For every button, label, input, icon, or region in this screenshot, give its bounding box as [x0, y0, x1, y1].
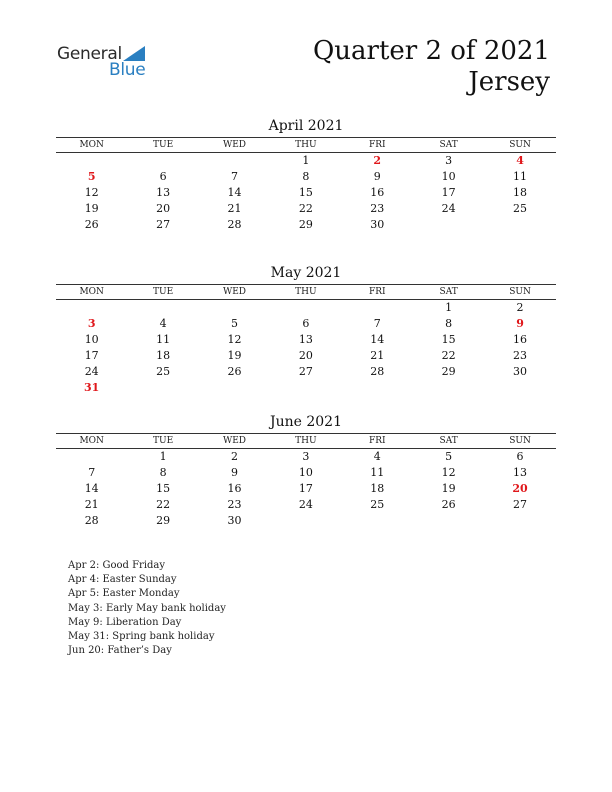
- day-cell: 13: [298, 333, 313, 346]
- month-title: May 2021: [270, 265, 342, 281]
- day-cell: 7: [373, 317, 381, 330]
- day-cell: 11: [156, 333, 171, 346]
- day-cell: 28: [84, 514, 99, 527]
- weekday-label: THU: [295, 140, 317, 150]
- weekday-label: THU: [295, 287, 317, 297]
- page-title: [313, 36, 550, 98]
- day-cell: 10: [298, 466, 313, 479]
- day-cell: [270, 300, 341, 316]
- day-cell: 30: [227, 514, 242, 527]
- weekday-label: TUE: [153, 287, 174, 297]
- weekday-header: [56, 137, 556, 153]
- weekday-label: MON: [79, 140, 104, 150]
- day-cell: [270, 513, 341, 529]
- day-cell: 22: [441, 349, 456, 362]
- day-cell: 24: [298, 498, 313, 511]
- holiday-day-cell: 4: [516, 154, 524, 167]
- day-cell: 16: [370, 186, 385, 199]
- week-row: [56, 481, 556, 497]
- day-cell: 13: [513, 466, 528, 479]
- day-cell: 11: [513, 170, 528, 183]
- month-may: [56, 264, 556, 396]
- day-cell: 19: [441, 482, 456, 495]
- day-cell: 2: [230, 450, 238, 463]
- day-cell: [199, 300, 270, 316]
- generalblue-logo: [57, 44, 157, 84]
- logo-text-blue: Blue: [109, 60, 146, 80]
- day-cell: 5: [445, 450, 453, 463]
- weekday-label: THU: [295, 436, 317, 446]
- holiday-day-cell: 31: [84, 381, 100, 394]
- day-cell: 7: [88, 466, 96, 479]
- day-cell: 4: [373, 450, 381, 463]
- day-cell: 3: [302, 450, 310, 463]
- day-cell: [342, 513, 413, 529]
- holiday-entry: Apr 5: Easter Monday: [68, 588, 180, 600]
- day-cell: 15: [441, 333, 456, 346]
- day-cell: 8: [302, 170, 310, 183]
- logo-triangle-icon: [123, 46, 145, 61]
- holiday-entry: May 9: Liberation Day: [68, 616, 182, 628]
- day-cell: 12: [441, 466, 456, 479]
- day-cell: [484, 380, 555, 396]
- day-cell: 23: [513, 349, 528, 362]
- day-cell: 19: [84, 202, 99, 215]
- day-cell: 18: [370, 482, 385, 495]
- weekday-label: SUN: [509, 287, 531, 297]
- weekday-label: WED: [222, 436, 246, 446]
- week-row: [56, 348, 556, 364]
- day-cell: 16: [513, 333, 528, 346]
- day-cell: 17: [84, 349, 99, 362]
- day-cell: 8: [445, 317, 453, 330]
- holiday-day-cell: 3: [87, 317, 96, 330]
- day-cell: 25: [370, 498, 385, 511]
- day-cell: [413, 217, 484, 233]
- day-cell: 17: [441, 186, 456, 199]
- day-cell: [484, 513, 555, 529]
- day-cell: 16: [227, 482, 242, 495]
- weekday-label: FRI: [368, 140, 386, 150]
- day-cell: 12: [227, 333, 242, 346]
- weekday-label: MON: [79, 287, 104, 297]
- week-row: [56, 364, 556, 380]
- day-cell: [270, 380, 341, 396]
- day-cell: 1: [302, 154, 310, 167]
- day-cell: 26: [227, 365, 242, 378]
- day-cell: [342, 380, 413, 396]
- day-cell: 30: [370, 218, 385, 231]
- day-cell: 7: [230, 170, 238, 183]
- weekday-label: SAT: [439, 287, 458, 297]
- day-cell: 4: [159, 317, 167, 330]
- month-title: June 2021: [269, 414, 342, 430]
- day-cell: 5: [230, 317, 238, 330]
- day-cell: 22: [156, 498, 171, 511]
- day-cell: [199, 380, 270, 396]
- day-cell: [127, 300, 198, 316]
- month-june: [56, 413, 556, 529]
- day-cell: 15: [298, 186, 313, 199]
- day-cell: 14: [370, 333, 385, 346]
- day-cell: 14: [84, 482, 99, 495]
- week-row: [56, 316, 556, 332]
- day-cell: 10: [441, 170, 456, 183]
- weekday-label: SAT: [439, 436, 458, 446]
- holiday-entry: May 31: Spring bank holiday: [68, 631, 215, 643]
- day-cell: 23: [227, 498, 242, 511]
- day-cell: 19: [227, 349, 242, 362]
- day-cell: 3: [445, 154, 453, 167]
- day-cell: 28: [370, 365, 385, 378]
- day-cell: 9: [230, 466, 238, 479]
- logo-text-general: General: [57, 44, 122, 64]
- day-cell: 27: [298, 365, 313, 378]
- week-row: [56, 153, 556, 169]
- holiday-day-cell: 20: [512, 482, 528, 495]
- day-cell: 27: [156, 218, 171, 231]
- weekday-label: FRI: [368, 287, 386, 297]
- quarter-title: Quarter 2 of 2021: [312, 36, 550, 66]
- holiday-list: [68, 559, 226, 658]
- day-cell: 26: [441, 498, 456, 511]
- day-cell: 22: [298, 202, 313, 215]
- week-row: [56, 185, 556, 201]
- day-cell: 21: [84, 498, 99, 511]
- weekday-label: SAT: [439, 140, 458, 150]
- holiday-day-cell: 5: [87, 170, 96, 183]
- day-cell: 29: [298, 218, 313, 231]
- day-cell: 20: [156, 202, 171, 215]
- day-cell: 15: [156, 482, 171, 495]
- day-cell: [127, 153, 198, 169]
- day-cell: [56, 449, 127, 465]
- day-cell: 6: [159, 170, 167, 183]
- week-row: [56, 465, 556, 481]
- day-cell: 17: [298, 482, 313, 495]
- day-cell: 6: [516, 450, 524, 463]
- day-cell: 25: [156, 365, 171, 378]
- holiday-entry: Jun 20: Father’s Day: [68, 645, 172, 657]
- day-cell: 30: [513, 365, 528, 378]
- week-row: [56, 217, 556, 233]
- week-row: [56, 380, 556, 396]
- day-cell: 8: [159, 466, 167, 479]
- day-cell: 14: [227, 186, 242, 199]
- day-cell: 20: [298, 349, 313, 362]
- day-cell: [484, 217, 555, 233]
- weekday-label: SUN: [509, 436, 531, 446]
- weekday-header: [56, 433, 556, 449]
- region-title: Jersey: [468, 67, 550, 97]
- day-cell: 9: [373, 170, 381, 183]
- weekday-label: TUE: [153, 436, 174, 446]
- day-cell: 1: [445, 301, 453, 314]
- week-row: [56, 497, 556, 513]
- month-title: April 2021: [268, 118, 344, 134]
- weekday-label: SUN: [509, 140, 531, 150]
- day-cell: 29: [156, 514, 171, 527]
- day-cell: 23: [370, 202, 385, 215]
- day-cell: [199, 153, 270, 169]
- day-cell: [127, 380, 198, 396]
- day-cell: [342, 300, 413, 316]
- weekday-header: [56, 284, 556, 300]
- day-cell: 25: [513, 202, 528, 215]
- day-cell: 1: [159, 450, 167, 463]
- week-row: [56, 332, 556, 348]
- day-cell: 24: [84, 365, 99, 378]
- day-cell: 28: [227, 218, 242, 231]
- day-cell: 13: [156, 186, 171, 199]
- day-cell: 18: [513, 186, 528, 199]
- day-cell: 26: [84, 218, 99, 231]
- day-cell: [56, 153, 127, 169]
- week-row: [56, 201, 556, 217]
- week-row: [56, 169, 556, 185]
- holiday-entry: Apr 4: Easter Sunday: [68, 574, 177, 586]
- day-cell: 18: [156, 349, 171, 362]
- day-cell: 2: [516, 301, 524, 314]
- holiday-entry: Apr 2: Good Friday: [68, 560, 166, 571]
- week-row: [56, 449, 556, 465]
- day-cell: 12: [84, 186, 99, 199]
- day-cell: 27: [513, 498, 528, 511]
- week-row: [56, 513, 556, 529]
- month-april: [56, 117, 556, 233]
- holiday-day-cell: 2: [373, 154, 382, 167]
- weekday-label: WED: [222, 287, 246, 297]
- day-cell: 10: [84, 333, 99, 346]
- day-cell: [413, 513, 484, 529]
- day-cell: [413, 380, 484, 396]
- day-cell: 24: [441, 202, 456, 215]
- day-cell: [56, 300, 127, 316]
- weekday-label: WED: [222, 140, 246, 150]
- weekday-label: TUE: [153, 140, 174, 150]
- day-cell: 11: [370, 466, 385, 479]
- holiday-entry: May 3: Early May bank holiday: [68, 602, 226, 614]
- weekday-label: MON: [79, 436, 104, 446]
- day-cell: 6: [302, 317, 310, 330]
- day-cell: 21: [370, 349, 385, 362]
- day-cell: 29: [441, 365, 456, 378]
- weekday-label: FRI: [368, 436, 386, 446]
- holiday-day-cell: 9: [516, 317, 524, 330]
- week-row: [56, 300, 556, 316]
- day-cell: 21: [227, 202, 242, 215]
